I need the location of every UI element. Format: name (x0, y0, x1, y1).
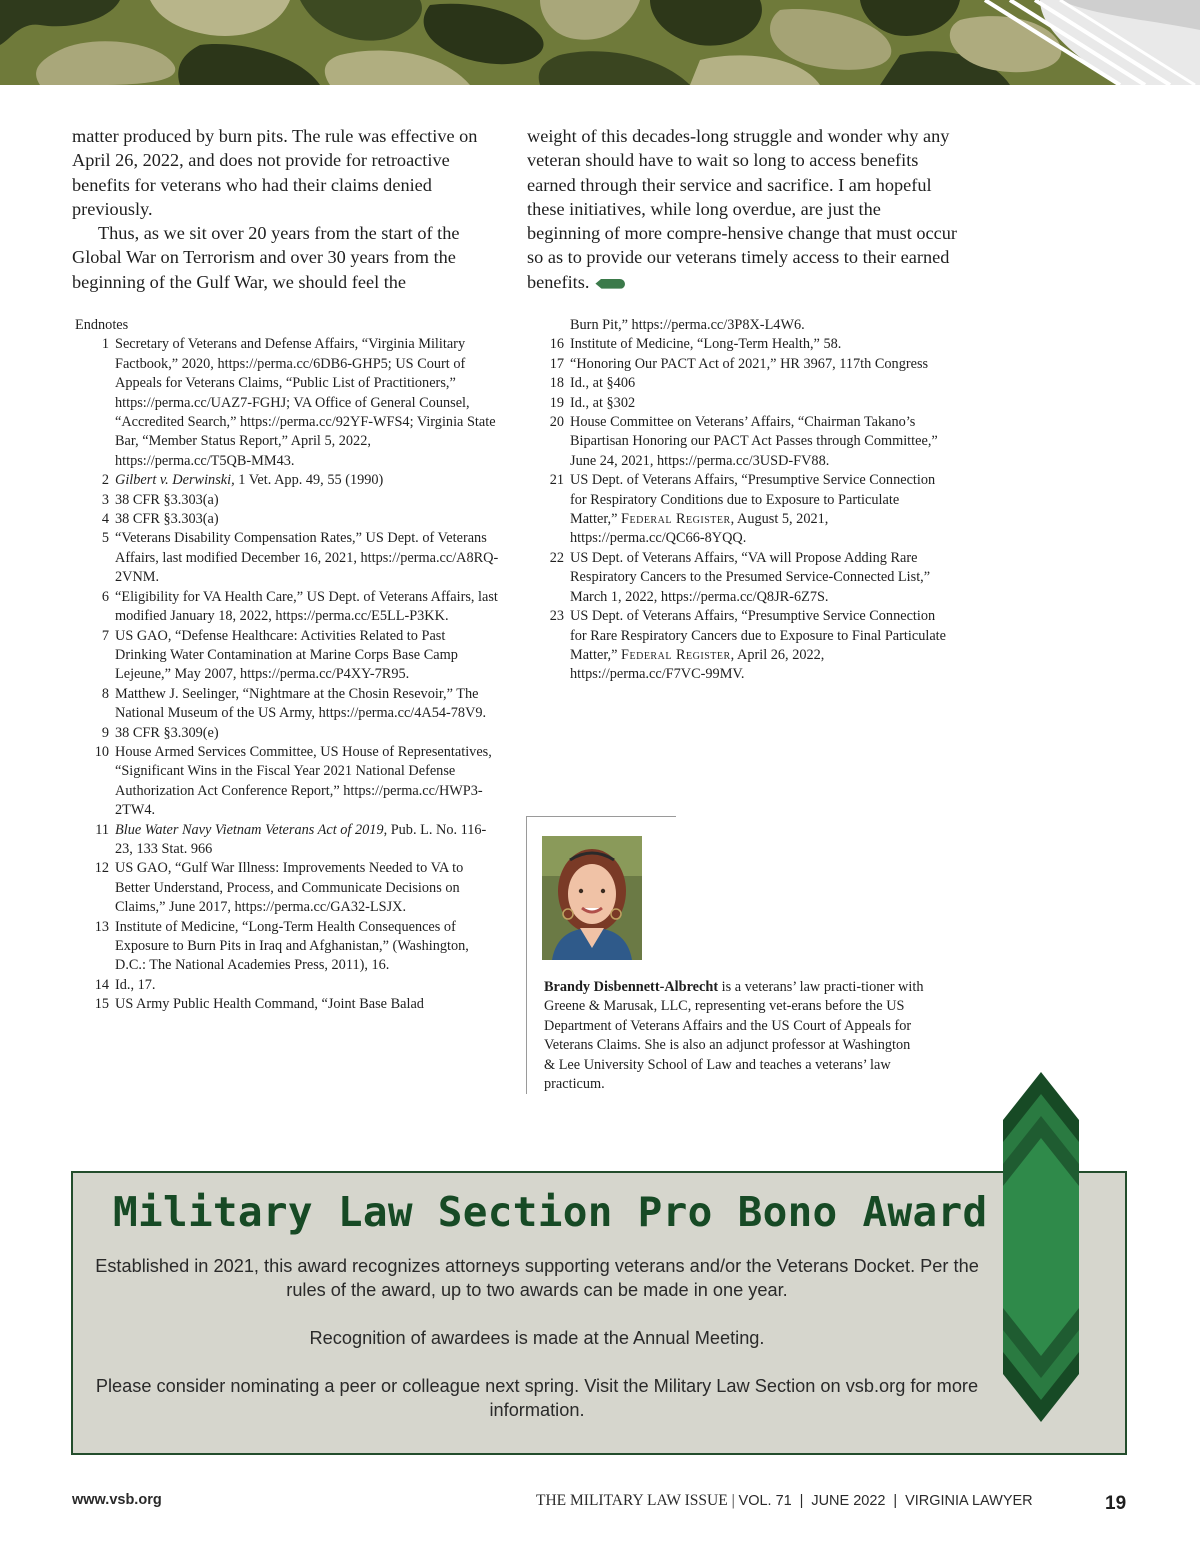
endnote-text (570, 394, 950, 413)
endnote-item (530, 471, 950, 549)
endnote-text (115, 588, 500, 627)
endnote-text (115, 743, 500, 821)
endnote-number: 8 (101, 685, 109, 702)
award-recognition-note: Recognition of awardees is made at the Annual Meeting. (309, 1328, 765, 1348)
endnote-number: 16 (549, 336, 564, 353)
endnote-body: Id., at §406 (570, 375, 636, 392)
endnote-number: 11 (95, 821, 109, 838)
endnote-number: 23 (549, 608, 564, 625)
camouflage-banner (0, 0, 1200, 85)
endnote-number: 3 (101, 491, 109, 508)
endnote-number: 12 (94, 860, 109, 877)
camouflage-pattern (0, 0, 1200, 85)
endnote-text (115, 859, 500, 917)
endnote-number: 15 (94, 996, 109, 1013)
endnote-number: 19 (549, 394, 564, 411)
endnote-text (570, 549, 950, 607)
endnote-text (115, 491, 500, 510)
article-paragraph: matter produced by burn pits. The rule was effective on April 26, 2022, and does not provide for retroactive benefits for veterans who had their claims denied previously. (72, 126, 478, 219)
endnote-text (570, 607, 950, 685)
endnote-number: 20 (549, 414, 564, 431)
endnote-item (75, 685, 500, 724)
endnote-body: 38 CFR §3.303(a) (115, 491, 219, 508)
endnote-body: 38 CFR §3.303(a) (115, 511, 219, 528)
endnote-text (570, 374, 950, 393)
endnote-number: 10 (94, 743, 109, 760)
endnote-number: 2 (101, 472, 109, 489)
endnotes-heading: Endnotes (75, 317, 129, 333)
endnote-item (530, 374, 950, 393)
endnote-item (75, 510, 500, 529)
endnote-item (530, 607, 950, 685)
endnote-body: US Army Public Health Command, “Joint Base Balad (115, 996, 424, 1013)
award-title: Military Law Section Pro Bono Award (113, 1188, 988, 1236)
endnote-item (75, 976, 500, 995)
divider (526, 816, 676, 817)
endnote-item (75, 627, 500, 685)
endnote-number: 6 (101, 588, 109, 605)
endnote-text (115, 821, 500, 860)
endnote-number: 18 (549, 375, 564, 392)
endnote-body: “Eligibility for VA Health Care,” US Dept. of Veterans Affairs, last modified January 18, 2022, https://perma.cc/E5LL-P3KK. (115, 588, 498, 625)
endnote-body: , August 5, 2021, https://perma.cc/QC66-8YQQ. (570, 511, 829, 547)
footer-magazine: VIRGINIA LAWYER (905, 1493, 1033, 1509)
endnote-body: Matthew J. Seelinger, “Nightmare at the Chosin Resevoir,” The National Museum of the US Army, https://perma.cc/4A54-78V9. (115, 685, 487, 722)
endnote-text (570, 413, 950, 471)
endnote-body: US Dept. of Veterans Affairs, “Presumptive Service Connection for Rare Respiratory Cancers due to Exposure to Final Particulate Matter,” (570, 608, 946, 663)
endnote-item (75, 859, 500, 917)
endnote-text (115, 510, 500, 529)
endnote-body: Secretary of Veterans and Defense Affairs, “Virginia Military Factbook,” 2020, https://perma.cc/6DB6-GHP5; US Court of Appeals for Veterans Claims, “Public List of Practitioners,” https://perma.cc/UAZ7-FGHJ; VA Office of General Counsel, “Accredited Search,” https://perma.cc/92YF-WFS4; Virginia State Bar, “Member Status Report,” April 5, 2022, https://perma.cc/T5QB-MM43. (115, 336, 496, 469)
endnote-text (115, 995, 500, 1014)
endnote-number: 17 (549, 355, 564, 372)
footer-volume: VOL. 71 (738, 1493, 792, 1509)
footer-website: www.vsb.org (72, 1492, 162, 1508)
author-bio (544, 978, 924, 1094)
endnote-item (75, 588, 500, 627)
endnotes-list (530, 335, 950, 684)
endnote-item (75, 529, 500, 587)
endnote-body: Institute of Medicine, “Long-Term Health Consequences of Exposure to Burn Pits in Iraq and Afghanistan,” (Washington, D.C.: The National Academies Press, 2011), 16. (115, 918, 469, 974)
end-of-article-mark (595, 279, 625, 289)
endnote-body: House Committee on Veterans’ Affairs, “Chairman Takano’s Bipartisan Honoring our PACT Act Passes through Committee,” June 24, 2021, https://perma.cc/3USD-FV88. (570, 414, 938, 469)
endnote-number: 13 (94, 918, 109, 935)
author-name: Brandy Disbennett-Albrecht (544, 979, 719, 995)
endnote-item (75, 724, 500, 743)
article-column-right (527, 124, 957, 294)
endnote-item (530, 549, 950, 607)
endnote-continuation: Burn Pit,” https://perma.cc/3P8X-L4W6. (570, 317, 805, 333)
article-column-left (72, 124, 497, 294)
page-number: 19 (1105, 1493, 1127, 1514)
endnote-number: 7 (101, 627, 109, 644)
footer-issue-info: THE MILITARY LAW ISSUE | VOL. 71 | JUNE 2022 | VIRGINIA LAWYER (536, 1492, 1033, 1509)
endnotes-column-right (530, 316, 950, 685)
chevron-ribbon-icon (1003, 1072, 1079, 1422)
article-paragraph: Thus, as we sit over 20 years from the start of the Global War on Terrorism and over 30 years from the beginning of the Gulf War, we should feel the (72, 223, 460, 292)
endnote-body: 38 CFR §3.309(e) (115, 724, 219, 741)
endnote-publication: Federal Register (621, 511, 731, 528)
award-box (71, 1171, 1127, 1455)
endnote-body: “Veterans Disability Compensation Rates,” US Dept. of Veterans Affairs, last modified December 16, 2021, https://perma.cc/A8RQ-2VNM. (115, 530, 499, 586)
endnote-item (530, 355, 950, 374)
endnote-body: “Honoring Our PACT Act of 2021,” HR 3967, 117th Congress (570, 355, 929, 372)
endnote-body: US Dept. of Veterans Affairs, “VA will Propose Adding Rare Respiratory Cancers to the Presumed Service-Connected List,” March 1, 2022, https://perma.cc/Q8JR-6Z7S. (570, 549, 931, 605)
endnote-body: 1 Vet. App. 49, 55 (1990) (234, 472, 384, 489)
endnote-body: , Pub. L. No. 116-23, 133 Stat. 966 (115, 821, 487, 857)
divider (526, 816, 527, 1094)
endnote-text (115, 685, 500, 724)
footer-date: JUNE 2022 (811, 1493, 886, 1509)
endnote-item (75, 335, 500, 471)
endnote-publication: Federal Register (621, 646, 731, 663)
endnote-body: House Armed Services Committee, US House of Representatives, “Significant Wins in the Fiscal Year 2021 National Defense Authorization Act Conference Report,” https://perma.cc/HWP3-2TW4. (115, 743, 492, 819)
endnote-italic-title: Gilbert v. Derwinski, (115, 472, 235, 489)
article-paragraph-text: weight of this decades-long struggle and wonder why any veteran should have to wait so long to access benefits earned through their service and sacrifice. I am hopeful these initiatives, while long overdue, are just the beginning of more compre-hensive change that must occur so as to provide our veterans timely access to their earned benefits. (527, 126, 957, 292)
endnote-body: Institute of Medicine, “Long-Term Health,” 58. (570, 336, 842, 353)
endnote-text (115, 627, 500, 685)
endnote-number: 1 (101, 336, 109, 353)
endnote-number: 5 (101, 530, 109, 547)
endnote-number: 22 (549, 549, 564, 566)
award-call-to-action: Please consider nominating a peer or colleague next spring. Visit the Military Law Section on vsb.org for more information. (95, 1376, 979, 1420)
endnote-number: 9 (101, 724, 109, 741)
endnote-body: Id., 17. (115, 976, 156, 993)
endnotes-column-left (75, 316, 500, 1015)
endnote-body: US Dept. of Veterans Affairs, “Presumptive Service Connection for Respiratory Conditions due to Exposure to Particulate Matter,” (570, 472, 936, 528)
footer-issue-name: THE MILITARY LAW ISSUE (536, 1492, 728, 1509)
endnote-text (115, 335, 500, 471)
endnotes-list (75, 335, 500, 1014)
award-description: Established in 2021, this award recognizes attorneys supporting veterans and/or the Veterans Docket. Per the rules of the award, up to two awards can be made in one year. (95, 1256, 979, 1300)
endnote-item (530, 394, 950, 413)
endnote-text (570, 355, 950, 374)
endnote-item (530, 413, 950, 471)
endnote-text (570, 471, 950, 549)
endnote-italic-title: Blue Water Navy Vietnam Veterans Act of 2019 (115, 821, 384, 838)
endnote-item (75, 491, 500, 510)
author-bio-text: is a veterans’ law practi-tioner with Greene & Marusak, LLC, representing vet-erans before the US Department of Veterans Affairs and the US Court of Appeals for Veterans Claims. She is also an adjunct professor at Washington & Lee University School of Law and teaches a veterans’ law practicum. (544, 979, 924, 1093)
endnote-item (75, 471, 500, 490)
endnote-text (115, 918, 500, 976)
endnote-item (75, 918, 500, 976)
endnote-body: US GAO, “Defense Healthcare: Activities Related to Past Drinking Water Contamination at Marine Corps Base Camp Lejeune,” May 2007, https://perma.cc/P4XY-7R95. (115, 627, 458, 683)
endnote-text (115, 471, 500, 490)
author-photo (542, 836, 642, 960)
endnote-number: 21 (549, 472, 564, 489)
endnote-text (115, 976, 500, 995)
article-paragraph (527, 124, 957, 294)
endnote-body: Id., at §302 (570, 394, 636, 411)
endnote-item (75, 743, 500, 821)
endnote-text (570, 335, 950, 354)
endnote-text (115, 724, 500, 743)
endnote-item (530, 335, 950, 354)
endnote-text (115, 529, 500, 587)
endnote-item (75, 821, 500, 860)
endnote-body: US GAO, “Gulf War Illness: Improvements Needed to VA to Better Understand, Process, and Communicate Decisions on Claims,” June 2017, https://perma.cc/GA32-LSJX. (115, 860, 464, 916)
endnote-number: 4 (101, 511, 109, 528)
endnote-body: , April 26, 2022, https://perma.cc/F7VC-99MV. (570, 646, 825, 683)
author-box (526, 816, 926, 1094)
endnote-number: 14 (94, 976, 109, 993)
endnote-item (75, 995, 500, 1014)
